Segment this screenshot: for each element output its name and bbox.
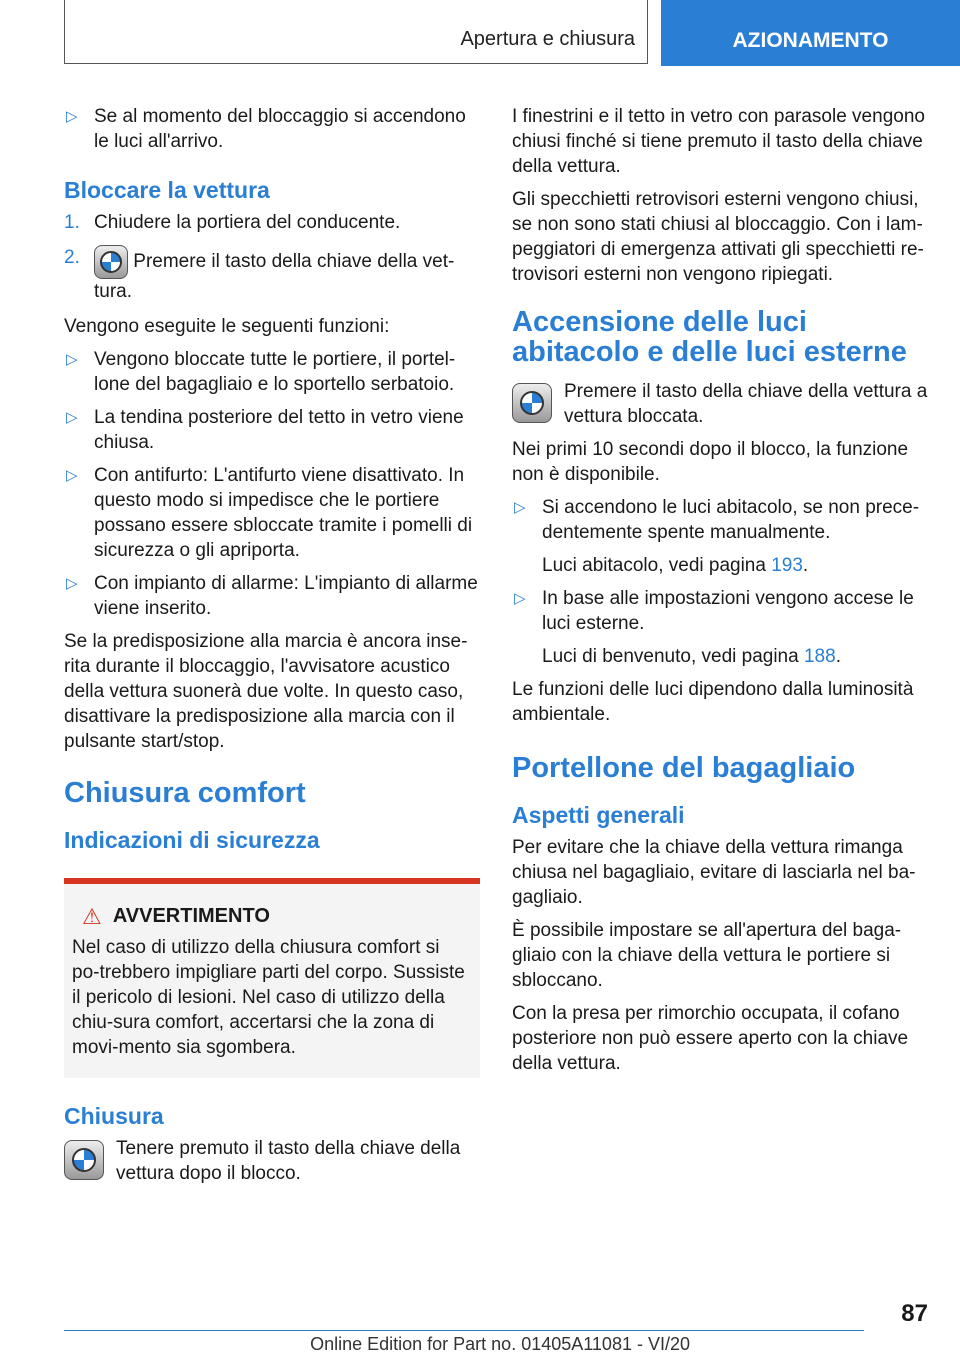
triangle-right-icon: ▷ — [66, 409, 78, 426]
heading-chiusura: Chiusura — [64, 1103, 164, 1129]
key-instruction: Premere il tasto della chiave della vettura a vettura bloccata. — [512, 379, 928, 429]
specchietti-paragraph: Gli specchietti retrovisori esterni vengono chiusi, se non sono stati chiusi al bloccaggio. Con i lam-peggiatori di emergenza attivati gli specchietti re-trovisori esterni non vengono ripiegati. — [512, 189, 924, 285]
predisposizione-paragraph: Se la predisposizione alla marcia è ancora inse-rita durante il bloccaggio, l'avvisatore acustico della vettura suonerà due volte. In questo caso, disattivare la predisposizione alla marcia con il pulsante start/stop. — [64, 631, 468, 752]
aspetti-paragraph-1: Per evitare che la chiave della vettura rimanga chiusa nel bagagliaio, evitare di lasciarla nel ba-gagliaio. — [512, 837, 916, 908]
list-item: ▷ Con impianto di allarme: L'impianto di allarme viene inserito. — [66, 573, 478, 619]
header-section-title: Apertura e chiusura — [460, 28, 635, 50]
left-column — [64, 104, 480, 1194]
footer-edition: Online Edition for Part no. 01405A11081 - VI/20 — [310, 1334, 690, 1354]
step-2: 2. Premere il tasto della chiave della vet-tura. — [64, 247, 455, 302]
bmw-key-button-icon — [512, 383, 552, 423]
warning-text: Nel caso di utilizzo della chiusura comfort si po-trebbero impigliare parti del corpo. Sussiste il pericolo di lesioni. Nel caso di utilizzo della chiu-sura comfort, accertarsi che la zona di movi-mento sia sgombera. — [72, 937, 465, 1058]
warning-box — [64, 878, 480, 1078]
list-item: ▷ Vengono bloccate tutte le portiere, il portel-lone del bagagliaio e lo sportello serbatoio. — [66, 349, 456, 395]
bmw-key-button-icon — [94, 245, 128, 279]
list-item: ▷ Se al momento del bloccaggio si accendono le luci all'arrivo. — [66, 106, 466, 152]
right-column — [512, 104, 928, 1084]
heading-accensione-luci: Accensione delle luci abitacolo e delle luci esterne — [512, 306, 907, 368]
triangle-right-icon: ▷ — [66, 575, 78, 592]
page-link-193[interactable]: 193 — [771, 555, 803, 576]
triangle-right-icon: ▷ — [66, 108, 78, 125]
triangle-right-icon: ▷ — [514, 590, 526, 607]
warning-title: AVVERTIMENTO — [112, 905, 270, 927]
key-instruction: Tenere premuto il tasto della chiave della vettura dopo il blocco. — [64, 1136, 480, 1186]
step-1: 1. Chiudere la portiera del conducente. — [64, 212, 401, 233]
page-number: 87 — [901, 1300, 928, 1327]
header-chapter-tab: AZIONAMENTO — [661, 0, 960, 66]
heading-indicazioni-sicurezza: Indicazioni di sicurezza — [64, 827, 320, 853]
triangle-right-icon: ▷ — [66, 467, 78, 484]
bmw-key-button-icon — [64, 1140, 104, 1180]
aspetti-paragraph-3: Con la presa per rimorchio occupata, il cofano posteriore non può essere aperto con la chiave della vettura. — [512, 1003, 909, 1074]
triangle-right-icon: ▷ — [66, 351, 78, 368]
list-item: ▷ La tendina posteriore del tetto in vetro viene chiusa. — [66, 407, 464, 453]
heading-chiusura-comfort: Chiusura comfort — [64, 777, 306, 809]
triangle-right-icon: ▷ — [514, 499, 526, 516]
page-link-188[interactable]: 188 — [803, 646, 836, 667]
heading-portellone: Portellone del bagagliaio — [512, 752, 856, 784]
funzioni-luci-paragraph: Le funzioni delle luci dipendono dalla luminosità ambientale. — [512, 679, 914, 725]
list-item: ▷ Con antifurto: L'antifurto viene disattivato. In questo modo si impedisce che le portiere possano essere sbloccate tramite i pomelli di sicurezza o gli apriporta. — [66, 465, 473, 561]
heading-aspetti-generali: Aspetti generali — [512, 802, 685, 828]
list-item: ▷ Si accendono le luci abitacolo, se non prece-dentemente spente manualmente. — [514, 497, 920, 543]
warning-triangle-icon: ⚠ — [82, 904, 102, 929]
page-reference: Luci di benvenuto, vedi pagina 188. — [542, 646, 841, 667]
list-item: ▷ In base alle impostazioni vengono accese le luci esterne. — [514, 588, 914, 634]
functions-intro: Vengono eseguite le seguenti funzioni: — [64, 316, 390, 337]
aspetti-paragraph-2: È possibile impostare se all'apertura del baga-gliaio con la chiave della vettura le portiere si sbloccano. — [512, 920, 902, 991]
footer-divider — [64, 1330, 864, 1331]
finestrini-paragraph: I finestrini e il tetto in vetro con parasole vengono chiusi finché si tiene premuto il tasto della chiave della vettura. — [512, 106, 925, 177]
primi-10-paragraph: Nei primi 10 secondi dopo il blocco, la funzione non è disponibile. — [512, 439, 909, 485]
heading-bloccare: Bloccare la vettura — [64, 177, 270, 203]
page-reference: Luci abitacolo, vedi pagina 193. — [542, 555, 809, 576]
